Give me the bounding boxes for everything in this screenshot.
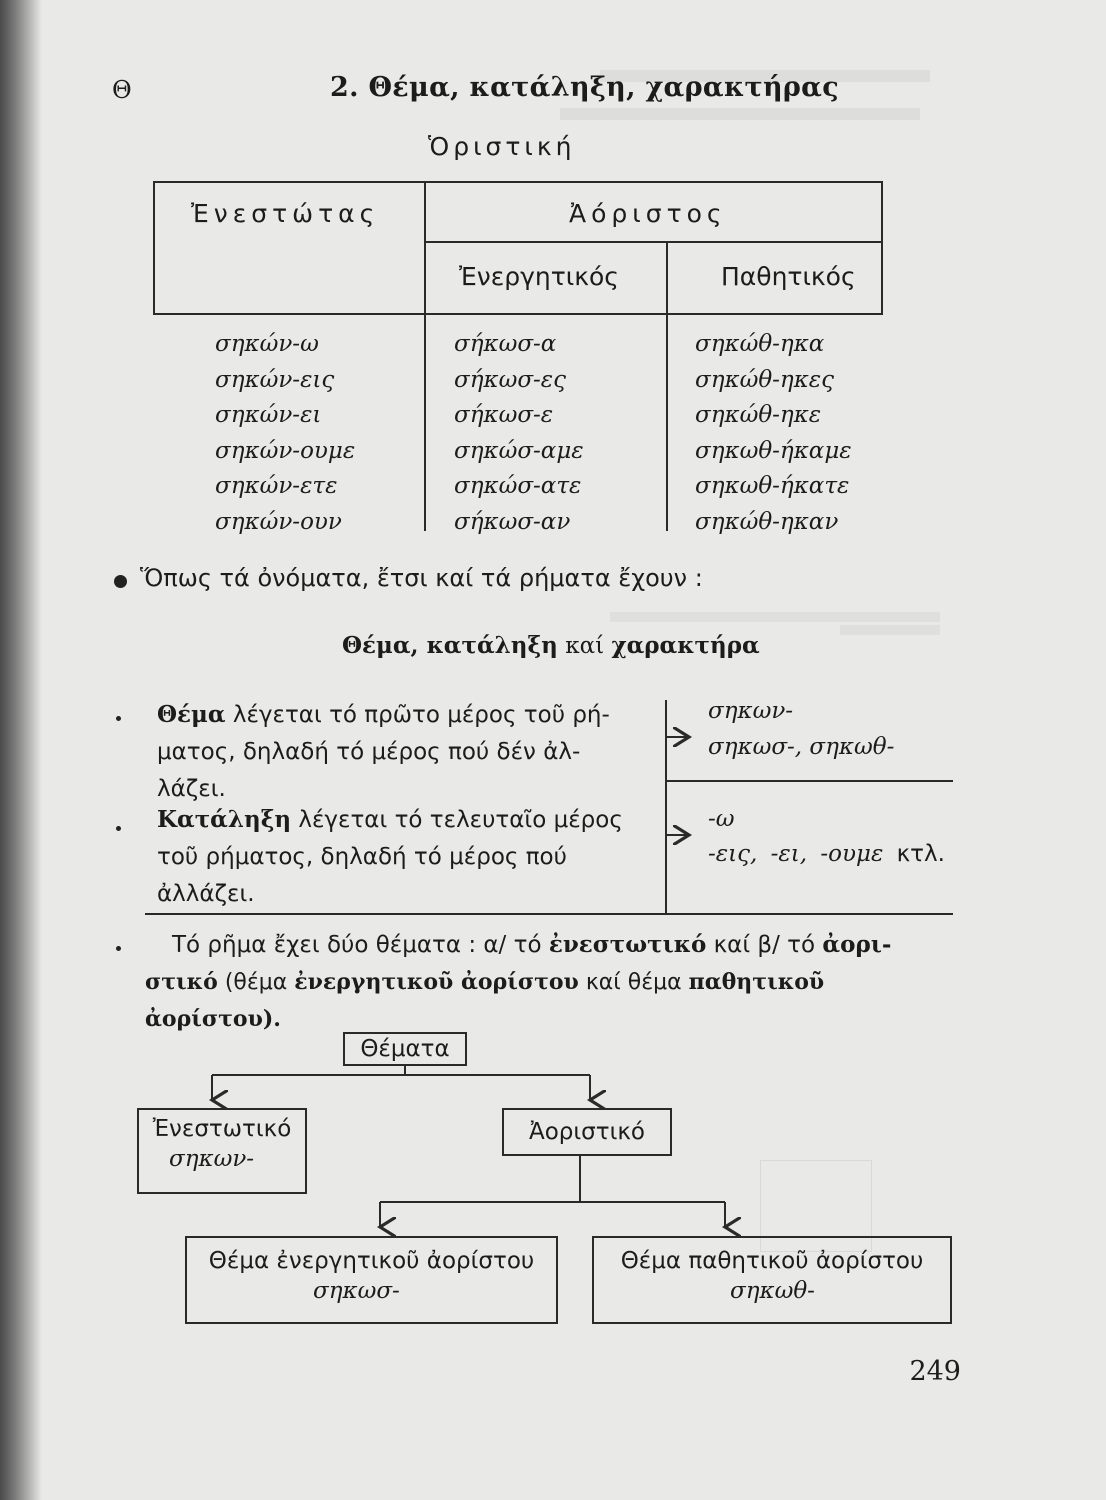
theme-example-1: σηκων- <box>708 698 794 724</box>
diagram-present-label: Ἐνεστωτικό <box>152 1116 292 1142</box>
two-themes-text-3: (θέμα <box>224 970 288 995</box>
ending-line-2: τοῦ ρήματος, δηλαδή τό μέρος πού <box>157 844 567 870</box>
diagram-present-stem: σηκων- <box>169 1146 255 1172</box>
ending-line-1: λέγεται τό τελευταῖο μέρος <box>298 807 623 833</box>
two-themes-aorist-1: ἀορι- <box>822 931 892 958</box>
table-cell: σηκώθ-ηκες <box>695 366 835 393</box>
theme-line-2: ματος, δηλαδή τό μέρος πού δέν ἀλ- <box>157 739 581 765</box>
table-cell: σηκωθ-ήκατε <box>695 473 850 499</box>
table-cell: σηκών-ει <box>215 402 322 428</box>
table-cell: σήκωσ-ες <box>454 366 567 393</box>
page-number: 249 <box>909 1356 961 1387</box>
intro-text: Ὅπως τά ὀνόματα, ἔτσι καί τά ρήματα ἔχουν : <box>140 564 703 592</box>
ending-ex-oume: -ουμε <box>820 841 884 867</box>
table-cell: σηκώθ-ηκε <box>695 402 822 428</box>
table-cell: σηκών-ω <box>215 331 319 357</box>
header-active: Ἐνεργητικός <box>459 262 619 291</box>
table-cell: σηκωθ-ήκαμε <box>695 437 852 464</box>
ending-term: Κατάληξη <box>157 806 292 833</box>
section-letter: Θ <box>112 76 132 104</box>
theme-term: Θέμα <box>157 701 226 728</box>
ending-ex-ei: -ει, <box>770 841 808 867</box>
diagram-active-stem: σηκωσ- <box>313 1278 400 1304</box>
ending-example-1: -ω <box>708 806 735 832</box>
theme-line-1: λέγεται τό πρῶτο μέρος τοῦ ρή- <box>232 702 610 728</box>
ending-line-3: ἀλλάζει. <box>157 881 255 907</box>
table-cell: σηκών-εις <box>215 366 335 393</box>
theme-example-aorist-passive: σηκωθ- <box>809 734 895 760</box>
two-themes-passive-aorist: παθητικοῦ ἀορίστου). <box>145 969 825 1032</box>
subheading-part-a: Θέμα, κατάληξη <box>342 632 558 659</box>
table-cell: σηκώθ-ηκαν <box>695 508 839 535</box>
subheading-part-b: καί <box>565 633 605 659</box>
two-themes-active-aorist: ἐνεργητικοῦ ἀορίστου <box>294 969 579 995</box>
table-cell: σηκώσ-αμε <box>454 437 584 464</box>
diagram-active-label: Θέμα ἐνεργητικοῦ ἀορίστου <box>208 1248 535 1274</box>
table-cell: σηκώθ-ηκα <box>695 331 825 357</box>
two-themes-present: ἐνεστωτικό <box>548 931 707 958</box>
two-themes-text-2: καί β/ τό <box>713 932 816 958</box>
diagram-root-label: Θέματα <box>360 1036 450 1062</box>
mood-subtitle: Ὁριστική <box>428 132 576 161</box>
table-cell: σήκωσ-αν <box>454 508 571 535</box>
theme-example-aorist-active: σηκωσ-, <box>708 734 803 760</box>
diagram-passive-label: Θέμα παθητικοῦ ἀορίστου <box>620 1248 924 1274</box>
ending-ex-eis: -εις, <box>708 841 758 867</box>
table-cell: σηκώσ-ατε <box>454 473 582 499</box>
ending-ex-ktl: κτλ. <box>896 841 945 867</box>
table-cell: σηκών-ουμε <box>215 437 356 464</box>
header-aorist: Ἀόριστος <box>569 199 727 228</box>
table-cell: σήκωσ-ε <box>454 402 554 428</box>
header-present: Ἐνεστώτας <box>191 199 380 228</box>
section-title: 2. Θέμα, κατάληξη, χαρακτήρας <box>330 72 839 103</box>
header-passive: Παθητικός <box>721 262 856 291</box>
table-cell: σήκωσ-α <box>454 331 557 357</box>
diagram-aorist-label: Ἀοριστικό <box>528 1119 646 1145</box>
subheading-part-c: χαρακτήρα <box>611 632 760 659</box>
diagram-passive-stem: σηκωθ- <box>730 1278 815 1304</box>
theme-line-3: λάζει. <box>157 776 226 802</box>
two-themes-text-4: καί θέμα <box>585 970 682 995</box>
table-cell: σηκών-ουν <box>215 508 342 535</box>
two-themes-aorist-2: στικό <box>145 969 218 995</box>
table-cell: σηκών-ετε <box>215 473 338 499</box>
two-themes-text-1: Τό ρῆμα ἔχει δύο θέματα : α/ τό <box>172 932 542 958</box>
